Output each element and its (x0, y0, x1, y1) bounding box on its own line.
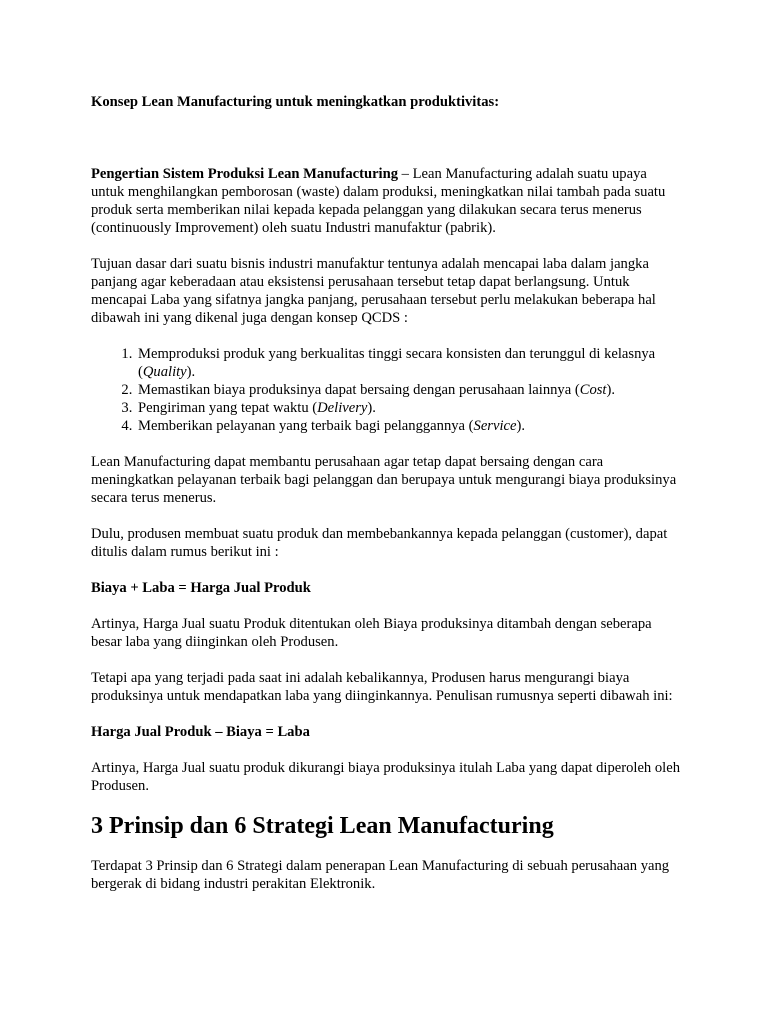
definition-term: Pengertian Sistem Produksi Lean Manufacturing (91, 166, 399, 182)
list-item: 1. Memproduksi produk yang berkualitas tinggi secara konsisten dan terunggul di kelasnya (Quality). (136, 345, 681, 381)
paragraph-meaning-2: Artinya, Harga Jual suatu produk dikurangi biaya produksinya itulah Laba yang dapat diperoleh oleh Produsen. (91, 760, 680, 794)
document-body (91, 93, 681, 911)
paragraph-goal: Tujuan dasar dari suatu bisnis industri manufaktur tentunya adalah mencapai laba dalam jangka panjang agar keberadaan atau eksistensi perusahaan tersebut tetap dapat berlangsung. Untuk mencapai Laba yang sifatnya jangka panjang, perusahaan tersebut perlu melakukan beberapa hal dibawah ini yang dikenal juga dengan konsep QCDS : (91, 256, 656, 326)
document-title: Konsep Lean Manufacturing untuk meningkatkan produktivitas: (91, 94, 500, 110)
definition-text: – Lean Manufacturing adalah suatu upaya untuk menghilangkan pemborosan (waste) dalam produksi, meningkatkan nilai tambah pada suatu produk serta memberikan nilai kepada kepada pelanggan yang dilakukan secara terus menerus (continuously Improvement) oleh suatu Industri manufaktur (pabrik). (91, 166, 666, 236)
paragraph-lean-benefit: Lean Manufacturing dapat membantu perusahaan agar tetap dapat bersaing dengan cara meningkatkan pelayanan terbaik bagi pelanggan dan berupaya untuk mengurangi biaya produksinya secara terus menerus. (91, 454, 677, 506)
qcds-list (91, 345, 681, 435)
section-heading: 3 Prinsip dan 6 Strategi Lean Manufacturing (91, 813, 554, 839)
paragraph-meaning-1: Artinya, Harga Jual suatu Produk ditentukan oleh Biaya produksinya ditambah dengan seberapa besar laba yang diinginkan oleh Produsen. (91, 616, 652, 650)
list-item: 2. Memastikan biaya produksinya dapat bersaing dengan perusahaan lainnya (Cost). (136, 381, 681, 399)
paragraph-principles: Terdapat 3 Prinsip dan 6 Strategi dalam penerapan Lean Manufacturing di sebuah perusahaan yang bergerak di bidang industri perakitan Elektronik. (91, 858, 670, 892)
list-item: 3. Pengiriman yang tepat waktu (Delivery). (136, 399, 681, 417)
paragraph-past: Dulu, produsen membuat suatu produk dan membebankannya kepada pelanggan (customer), dapat ditulis dalam rumus berikut ini : (91, 526, 668, 560)
paragraph-definition (91, 165, 681, 237)
formula-price-minus: Harga Jual Produk – Biaya = Laba (91, 724, 310, 740)
list-item: 4. Memberikan pelayanan yang terbaik bagi pelanggannya (Service). (136, 417, 681, 435)
paragraph-present: Tetapi apa yang terjadi pada saat ini adalah kebalikannya, Produsen harus mengurangi biaya produksinya untuk mendapatkan laba yang diinginkannya. Penulisan rumusnya seperti dibawah ini: (91, 670, 673, 704)
formula-cost-plus: Biaya + Laba = Harga Jual Produk (91, 580, 311, 596)
